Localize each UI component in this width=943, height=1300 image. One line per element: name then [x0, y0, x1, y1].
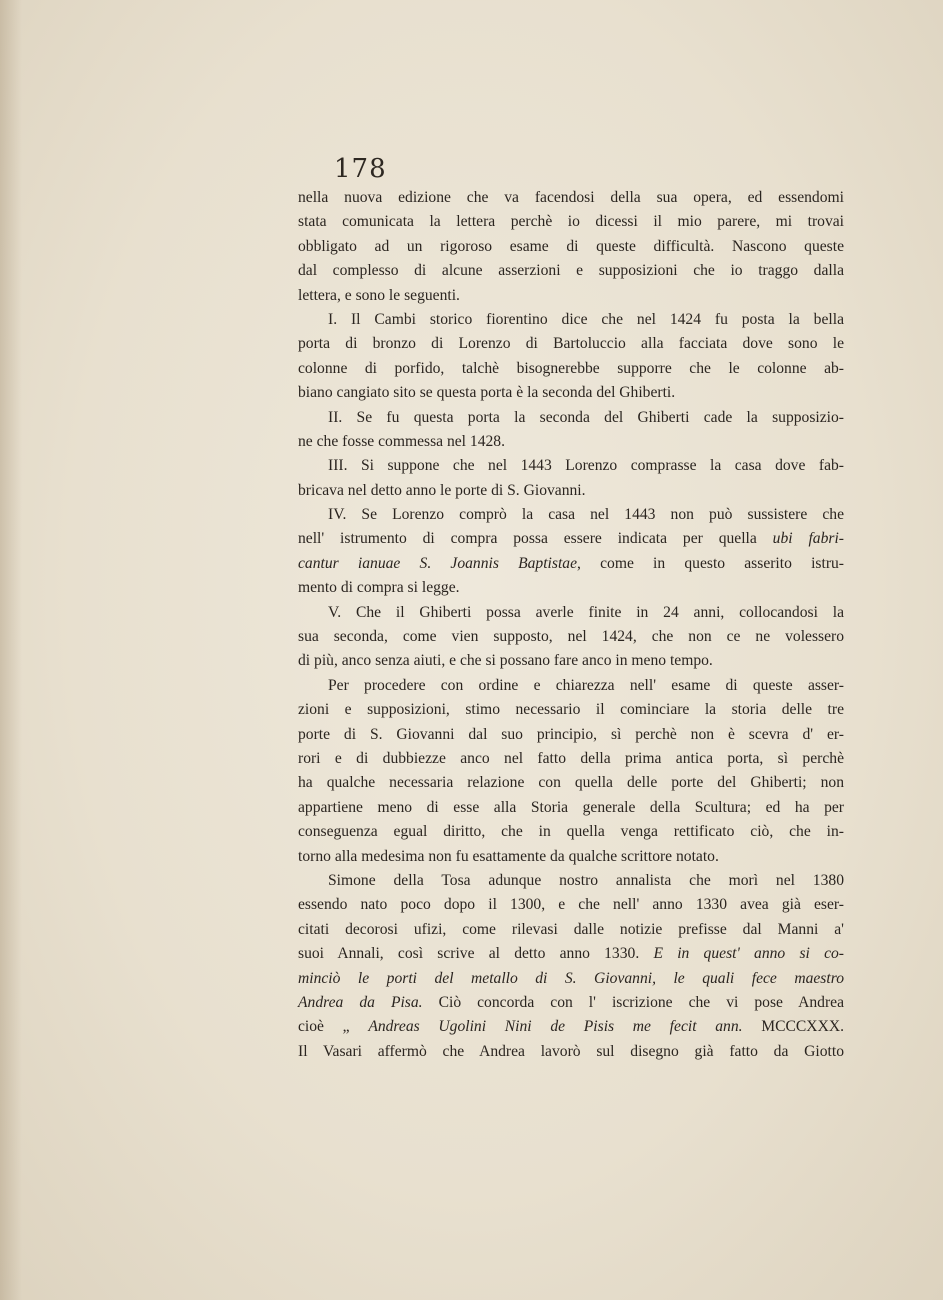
text-line: ha qualche necessaria relazione con quella delle porte del Ghiberti; non	[298, 774, 844, 792]
page-edge-shadow	[0, 0, 22, 1300]
text-line: conseguenza egual diritto, che in quella venga rettificato ciò, che in-	[298, 823, 844, 841]
body-text	[298, 186, 844, 1064]
text-line: di più, anco senza aiuti, e che si possano fare anco in meno tempo.	[298, 652, 713, 670]
text-line: porta di bronzo di Lorenzo di Bartoluccio alla facciata dove sono le	[298, 335, 844, 353]
text-line: V. Che il Ghiberti possa averle finite in 24 anni, collocandosi la	[328, 603, 844, 621]
text-line: mento di compra si legge.	[298, 579, 460, 597]
text-line: I. Il Cambi storico fiorentino dice che nel 1424 fu posta la bella	[328, 310, 844, 328]
text-line: lettera, e sono le seguenti.	[298, 286, 460, 304]
text-line: appartiene meno di esse alla Storia generale della Scultura; ed ha per	[298, 798, 844, 816]
text-line: colonne di porfido, talchè bisognerebbe supporre che le colonne ab-	[298, 359, 844, 377]
text-line: Andrea da Pisa. Ciò concorda con l' iscrizione che vi pose Andrea	[298, 993, 845, 1011]
text-line: dal complesso di alcune asserzioni e supposizioni che io traggo dalla	[298, 262, 844, 280]
text-line: minciò le porti del metallo di S. Giovanni, le quali fece maestro	[298, 969, 844, 987]
text-line: torno alla medesima non fu esattamente da qualche scrittore notato.	[298, 847, 719, 865]
text-line: cioè „ Andreas Ugolini Nini de Pisis me fecit ann. MCCCXXX.	[298, 1018, 844, 1036]
text-line: citati decorosi ufizi, come rilevasi dalle notizie prefisse dal Manni a'	[298, 920, 844, 938]
text-line: zioni e supposizioni, stimo necessario il cominciare la storia delle tre	[298, 701, 844, 719]
text-line: essendo nato poco dopo il 1300, e che nell' anno 1330 avea già eser-	[298, 896, 844, 914]
text-line: nella nuova edizione che va facendosi della sua opera, ed essendomi	[298, 189, 844, 206]
text-line: Il Vasari affermò che Andrea lavorò sul disegno già fatto da Giotto	[298, 1042, 844, 1060]
text-line: nell' istrumento di compra possa essere indicata per quella ubi fabri-	[298, 530, 844, 548]
page-number: 178	[334, 154, 387, 184]
text-line: obbligato ad un rigoroso esame di queste difficultà. Nascono queste	[298, 237, 844, 255]
text-line: Simone della Tosa adunque nostro annalista che morì nel 1380	[328, 871, 844, 889]
text-line: biano cangiato sito se questa porta è la seconda del Ghiberti.	[298, 384, 676, 402]
text-line: sua seconda, come vien supposto, nel 1424, che non ce ne volessero	[298, 628, 844, 646]
text-line: rori e di dubbiezze anco nel fatto della prima antica porta, sì perchè	[298, 749, 844, 767]
text-line: stata comunicata la lettera perchè io dicessi il mio parere, mi trovai	[298, 213, 844, 231]
text-line: ne che fosse commessa nel 1428.	[298, 432, 505, 450]
text-line: suoi Annali, così scrive al detto anno 1330. E in quest' anno si co-	[298, 945, 844, 963]
text-line: IV. Se Lorenzo comprò la casa nel 1443 non può sussistere che	[328, 506, 844, 524]
text-line: III. Si suppone che nel 1443 Lorenzo comprasse la casa dove fab-	[328, 457, 844, 475]
text-line: Per procedere con ordine e chiarezza nell' esame di queste asser-	[328, 676, 844, 694]
text-line: porte di S. Giovanni dal suo principio, sì perchè non è scevra d' er-	[298, 725, 844, 743]
text-line: cantur ianuae S. Joannis Baptistae, come in questo asserito istru-	[298, 554, 844, 572]
text-line: II. Se fu questa porta la seconda del Ghiberti cade la supposizio-	[328, 408, 844, 426]
text-line: bricava nel detto anno le porte di S. Giovanni.	[298, 481, 586, 499]
